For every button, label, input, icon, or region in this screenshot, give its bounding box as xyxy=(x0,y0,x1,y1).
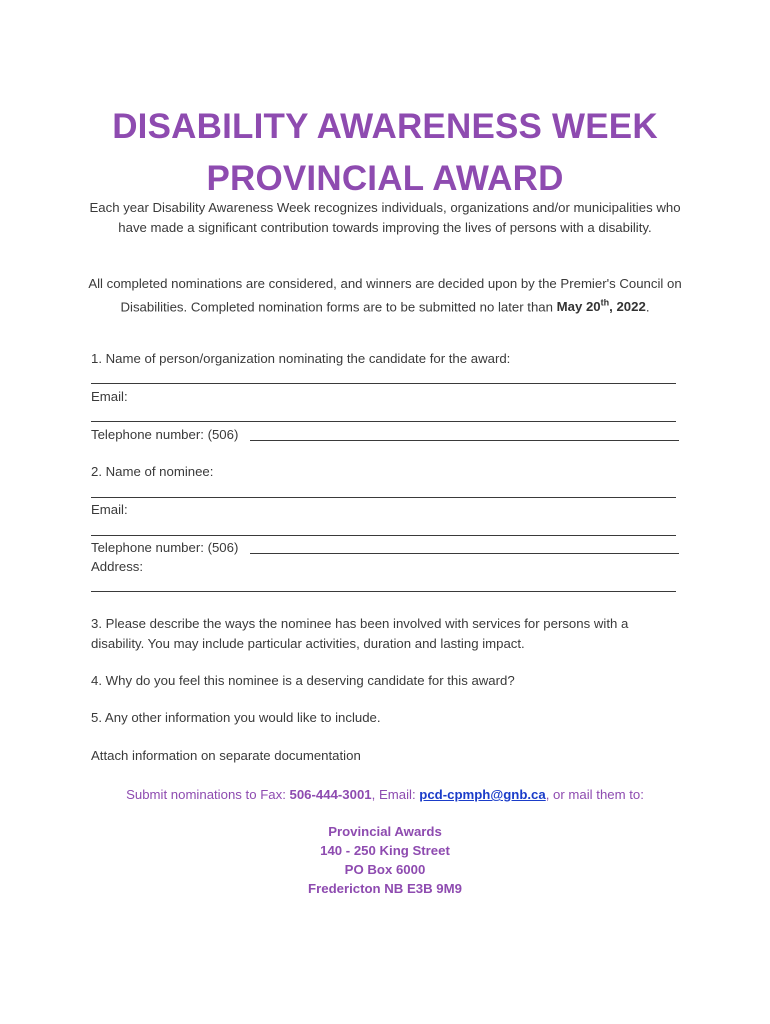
address-line-1: Provincial Awards xyxy=(328,824,442,839)
question-5: 5. Any other information you would like to include. xyxy=(91,710,381,725)
intro-paragraph-2-text: All completed nominations are considered, and winners are decided upon by the Premier's Council on Disabilities. Completed nomination forms are to be submitted no later than xyxy=(88,276,682,314)
nominator-name-label: 1. Name of person/organization nominating the candidate for the award: xyxy=(91,351,511,366)
attach-note: Attach information on separate documentation xyxy=(91,748,361,763)
fax-number: 506-444-3001 xyxy=(289,787,372,802)
address-line-2: 140 - 250 King Street xyxy=(320,843,450,858)
nominee-address-label: Address: xyxy=(91,559,144,574)
intro-paragraph-1: Each year Disability Awareness Week recognizes individuals, organizations and/or municipalities who have made a significant contribution towards improving the lives of persons with a disability. xyxy=(89,200,681,235)
page-title xyxy=(0,101,770,205)
question-4: 4. Why do you feel this nominee is a deserving candidate for this award? xyxy=(91,673,515,688)
nominator-phone-label: Telephone number: (506) xyxy=(91,427,239,442)
deadline-date: May 20th, 2022 xyxy=(556,297,646,314)
email-link[interactable]: pcd-cpmph@gnb.ca xyxy=(419,787,546,802)
title-line-1: DISABILITY AWARENESS WEEK xyxy=(112,107,658,146)
question-3: 3. Please describe the ways the nominee has been involved with services for persons with a disability. You may include particular activities, duration and lasting impact. xyxy=(91,616,629,651)
nominee-name-field[interactable] xyxy=(91,497,676,498)
address-line-4: Fredericton NB E3B 9M9 xyxy=(308,881,462,896)
title-line-2: PROVINCIAL AWARD xyxy=(206,159,564,198)
nominator-phone-field[interactable] xyxy=(250,440,679,441)
intro-paragraph-2: All completed nominations are considered, and winners are decided upon by the Premier's Council on Disabilities. Completed nomination forms are to be submitted no later than May 20th, 2022. xyxy=(88,276,682,314)
mailing-address xyxy=(85,822,685,898)
nominee-phone-label: Telephone number: (506) xyxy=(91,540,239,555)
nominee-email-label: Email: xyxy=(91,502,128,517)
nominee-name-label: 2. Name of nominee: xyxy=(91,464,214,479)
nominator-name-field[interactable] xyxy=(91,383,676,384)
nominee-email-field[interactable] xyxy=(91,535,676,536)
nominee-address-field[interactable] xyxy=(91,591,676,592)
nominator-email-label: Email: xyxy=(91,389,128,404)
nominator-email-field[interactable] xyxy=(91,421,676,422)
address-line-3: PO Box 6000 xyxy=(344,862,426,877)
nominee-phone-field[interactable] xyxy=(250,553,679,554)
submit-instructions: Submit nominations to Fax: 506-444-3001, Email: pcd-cpmph@gnb.ca, or mail them to: xyxy=(126,787,644,802)
